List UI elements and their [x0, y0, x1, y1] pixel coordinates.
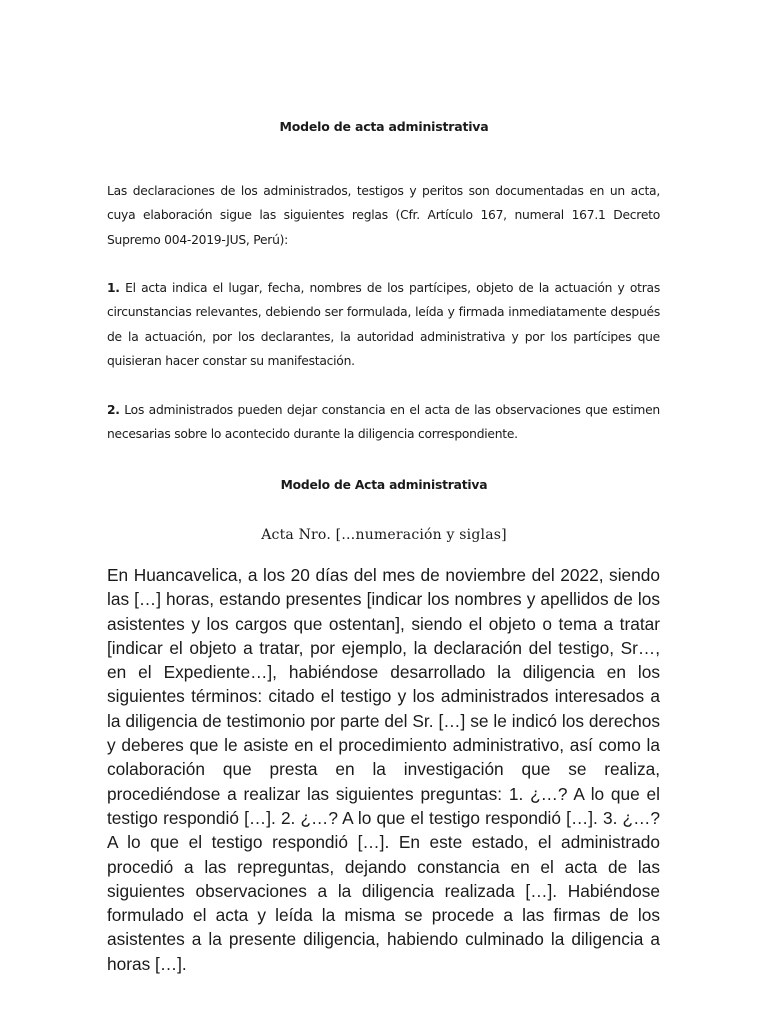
rule-2-paragraph [107, 398, 660, 447]
rule-1-text: El acta indica el lugar, fecha, nombres de los partícipes, objeto de la actuación y otras circunstancias relevantes, debiendo ser formulada, leída y firmada inmediatamente después de la actuación, por los declarantes, la autoridad administrativa y por los partícipes que quisieran hacer constar su manifestación. [107, 281, 660, 368]
rule-2-number: 2. [107, 403, 120, 417]
intro-paragraph: Las declaraciones de los administrados, testigos y peritos son documentadas en un acta, cuya elaboración sigue las siguientes reglas (Cfr. Artículo 167, numeral 167.1 Decreto Supremo 004-2019-JUS, Perú): [107, 184, 660, 247]
acta-body-text: En Huancavelica, a los 20 días del mes de noviembre del 2022, siendo las […] horas, estando presentes [indicar los nombres y apellidos de los asistentes y los cargos que ostentan], siendo el objeto o tema a tratar [indicar el objeto a tratar, por ejemplo, la declaración del testigo, Sr…, en el Expediente…], habiéndose desarrollado la diligencia en los siguientes términos: citado el testigo y los administrados interesados a la diligencia de testimonio por parte del Sr. […] se le indicó los derechos y deberes que le asiste en el procedimiento administrativo, así como la colaboración que presta en la investigación que se realiza, procediéndose a realizar las siguientes preguntas: 1. ¿…? A lo que el testigo respondió […]. 2. ¿…? A lo que el testigo respondió […]. 3. ¿…? A lo que el testigo respondió […]. En este estado, el administrado procedió a las repreguntas, dejando constancia en el acta de las siguientes observaciones a la diligencia realizada […]. Habiéndose formulado el acta y leída la misma se procede a las firmas de los asistentes a la presente diligencia, habiendo culminado la diligencia a horas […]. [107, 565, 660, 974]
rule-2-text: Los administrados pueden dejar constancia en el acta de las observaciones que estimen necesarias sobre lo acontecido durante la diligencia correspondiente. [107, 403, 660, 442]
document-title: Modelo de acta administrativa [279, 119, 489, 134]
rule-1-number: 1. [107, 281, 120, 295]
model-title: Modelo de Acta administrativa [280, 478, 488, 492]
rule-1-paragraph [107, 276, 660, 373]
acta-number-heading: Acta Nro. […numeración y siglas] [261, 527, 507, 543]
